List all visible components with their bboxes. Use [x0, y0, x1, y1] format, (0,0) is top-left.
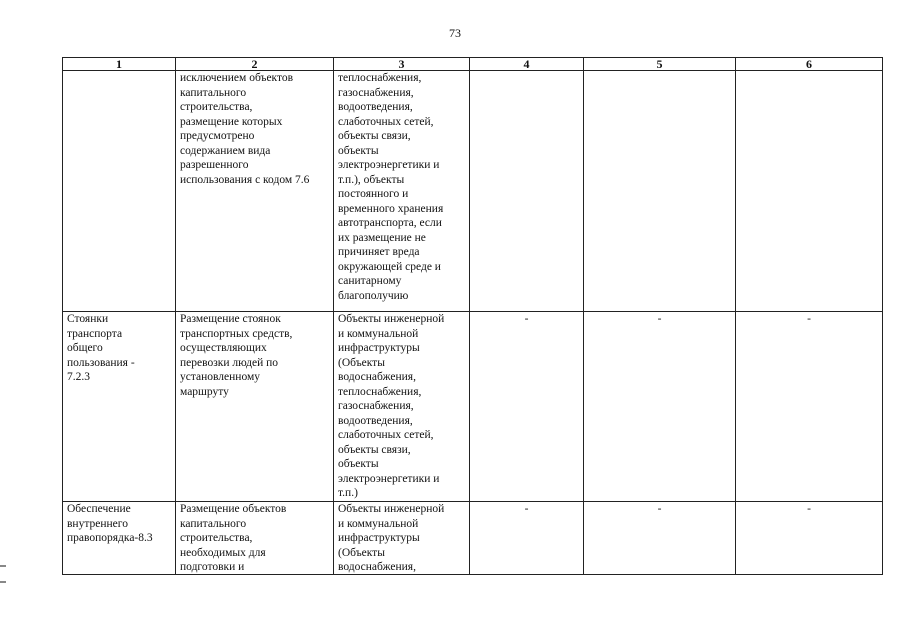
table-cell [63, 502, 176, 575]
cell-text: - [807, 503, 811, 515]
table-cell [63, 71, 176, 312]
table-cell [470, 71, 584, 312]
column-header-5: 5 [584, 58, 736, 71]
column-header-6: 6 [736, 58, 883, 71]
table-cell [470, 502, 584, 575]
table-cell [176, 71, 334, 312]
table-cell [584, 502, 736, 575]
table-cell [584, 71, 736, 312]
column-header-4: 4 [470, 58, 584, 71]
cell-text: Стоянки транспорта общего пользования - 7.2.3 [67, 313, 135, 383]
cell-text: Размещение объектов капитального строительства, необходимых для подготовки и [180, 503, 287, 573]
cell-text: Размещение стоянок транспортных средств, осуществляющих перевозки людей по установленному маршруту [180, 313, 293, 398]
column-header-1: 1 [63, 58, 176, 71]
table-cell [334, 502, 470, 575]
cell-text: Обеспечение внутреннего правопорядка-8.3 [67, 503, 153, 544]
cell-text: Объекты инженерной и коммунальной инфраструктуры (Объекты водоснабжения, [338, 503, 445, 573]
cell-text: - [524, 503, 529, 515]
table-row [63, 502, 883, 575]
table-cell [176, 312, 334, 502]
table-cell [736, 71, 883, 312]
table-row [63, 71, 883, 312]
table-cell [470, 312, 584, 502]
cell-text: - [524, 313, 529, 325]
land-use-table [62, 57, 883, 575]
table-cell [736, 502, 883, 575]
table-cell [63, 312, 176, 502]
column-header-2: 2 [176, 58, 334, 71]
scan-edge-mark [0, 565, 6, 583]
cell-text: - [807, 313, 811, 325]
cell-text: - [657, 313, 662, 325]
column-header-3: 3 [334, 58, 470, 71]
table-cell [176, 502, 334, 575]
cell-text: Объекты инженерной и коммунальной инфраструктуры (Объекты водоснабжения, теплоснабжения, газоснабжения, водоотведения, слаботочных сетей, объекты связи, объекты электроэнергетики и т.п.) [338, 313, 445, 499]
cell-text: исключением объектов капитального строительства, размещение которых предусмотрено содержанием вида разрешенного использования с кодом 7.6 [180, 72, 310, 186]
cell-text: теплоснабжения, газоснабжения, водоотведения, слаботочных сетей, объекты связи, объекты электроэнергетики и т.п.), объекты постоянного и временного хранения автотранспорта, если их размещение не причиняет вреда окружающей среде и санитарному благополучию [338, 72, 444, 302]
table-cell [334, 312, 470, 502]
cell-text: - [657, 503, 662, 515]
page-number: 73 [449, 26, 461, 40]
table-header-row [63, 58, 883, 71]
table-cell [584, 312, 736, 502]
table-row [63, 312, 883, 502]
table-cell [334, 71, 470, 312]
table-cell [736, 312, 883, 502]
